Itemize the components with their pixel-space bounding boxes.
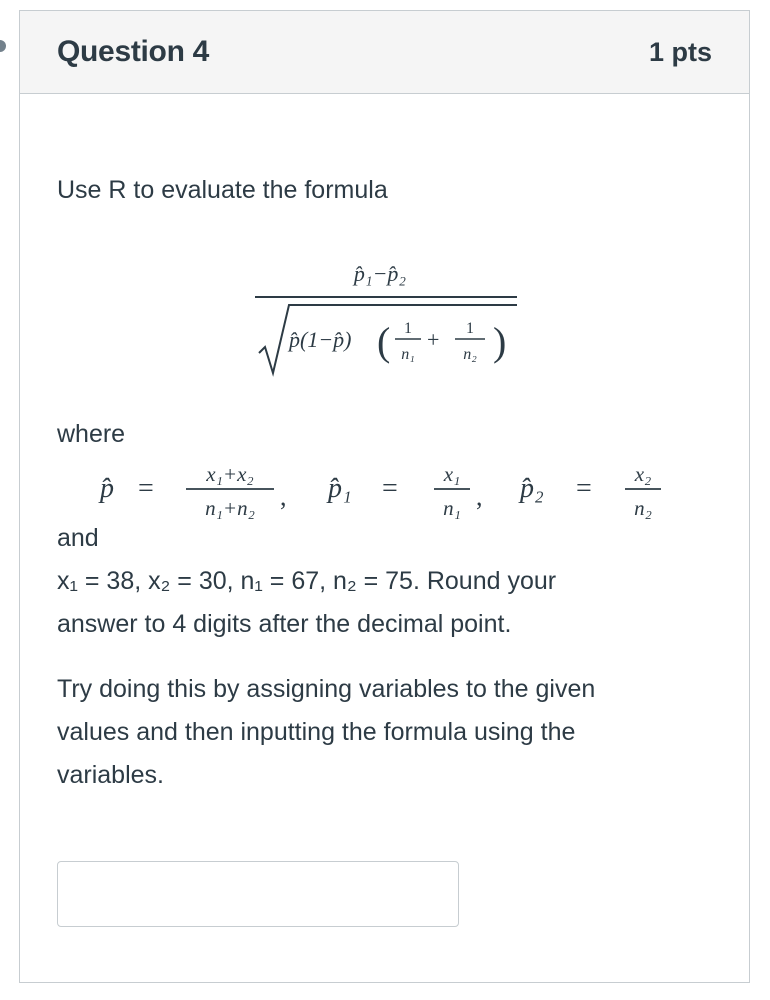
definitions-formula	[90, 451, 710, 531]
formula-n2: n₂	[463, 346, 477, 363]
formula-numerator: p̂₁−p̂₂	[353, 261, 407, 286]
hint-line-1: Try doing this by assigning variables to the given	[57, 675, 596, 703]
formula-n1: n₁	[401, 346, 415, 363]
p2-num: x₂	[634, 462, 652, 486]
formula-one-b: 1	[466, 320, 474, 337]
formula-one-a: 1	[404, 320, 412, 337]
phat-num: x₁+x₂	[206, 462, 254, 486]
where-label: where	[57, 420, 126, 448]
question-title: Question 4	[57, 35, 210, 68]
p1-den: n₁	[443, 496, 461, 520]
formula-plus: +	[427, 327, 440, 352]
question-header	[20, 11, 749, 94]
hint-line-2: values and then inputting the formula using the	[57, 718, 576, 746]
p1-lhs: p̂₁	[328, 473, 352, 504]
values-line-2: answer to 4 digits after the decimal point.	[57, 610, 512, 638]
phat-lhs: p̂	[100, 473, 114, 504]
prompt-intro: Use R to evaluate the formula	[57, 176, 388, 204]
values-line-1: x₁ = 38, x₂ = 30, n₁ = 67, n₂ = 75. Round your	[57, 567, 557, 595]
eq-3: =	[576, 473, 592, 504]
p1-num: x₁	[443, 462, 461, 486]
question-points: 1 pts	[648, 36, 712, 67]
right-paren: )	[493, 319, 507, 364]
question-card	[19, 10, 750, 983]
eq-1: =	[138, 473, 154, 504]
main-formula	[245, 251, 535, 381]
question-nav-indicator	[0, 40, 6, 52]
formula-denominator-left: p̂(1−p̂)	[289, 327, 352, 352]
and-label: and	[57, 524, 99, 552]
left-paren: (	[377, 319, 391, 364]
p2-den: n₂	[634, 496, 652, 520]
eq-2: =	[382, 473, 398, 504]
comma-2: ,	[476, 482, 483, 511]
phat-den: n₁+n₂	[205, 496, 255, 520]
hint-line-3: variables.	[57, 761, 164, 789]
comma-1: ,	[280, 482, 287, 511]
p2-lhs: p̂₂	[520, 473, 544, 504]
answer-input[interactable]	[57, 861, 459, 927]
